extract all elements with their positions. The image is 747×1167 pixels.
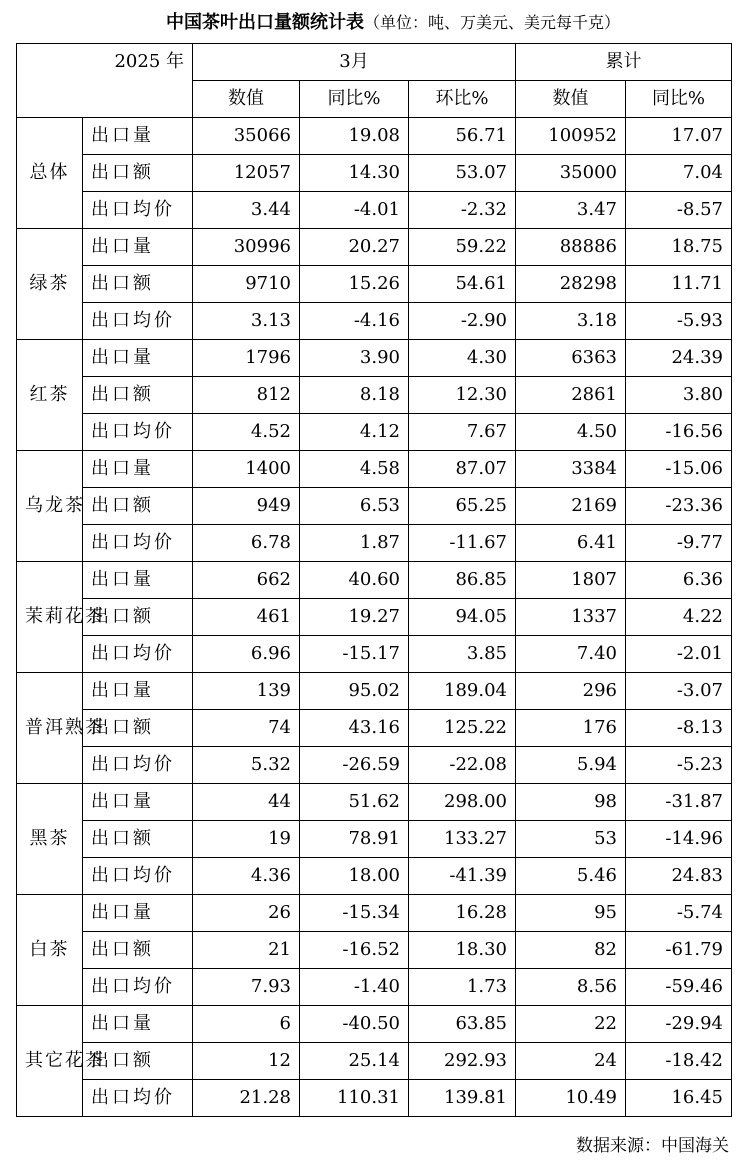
metric-cell: 出口量 bbox=[83, 118, 193, 155]
month-yoy-cell: 1.87 bbox=[300, 525, 409, 562]
month-mom-cell: 59.22 bbox=[409, 229, 516, 266]
month-yoy-cell: 25.14 bbox=[300, 1043, 409, 1080]
cum-yoy-cell: -8.13 bbox=[626, 710, 732, 747]
cum-value-cell: 1337 bbox=[516, 599, 626, 636]
month-yoy-cell: -1.40 bbox=[300, 969, 409, 1006]
month-mom-cell: 292.93 bbox=[409, 1043, 516, 1080]
month-yoy-cell: 19.08 bbox=[300, 118, 409, 155]
month-yoy-cell: 18.00 bbox=[300, 858, 409, 895]
month-value-cell: 5.32 bbox=[193, 747, 300, 784]
month-yoy-cell: -16.52 bbox=[300, 932, 409, 969]
category-cell: 茉莉花茶 bbox=[17, 562, 83, 673]
table-row bbox=[17, 155, 732, 192]
table-row bbox=[17, 414, 732, 451]
month-yoy-cell: -4.01 bbox=[300, 192, 409, 229]
month-yoy-cell: 4.12 bbox=[300, 414, 409, 451]
month-mom-cell: 87.07 bbox=[409, 451, 516, 488]
cum-yoy-cell: -16.56 bbox=[626, 414, 732, 451]
table-row bbox=[17, 266, 732, 303]
month-value-cell: 44 bbox=[193, 784, 300, 821]
cum-yoy-cell: 6.36 bbox=[626, 562, 732, 599]
cum-value-cell: 4.50 bbox=[516, 414, 626, 451]
cum-value-cell: 8.56 bbox=[516, 969, 626, 1006]
month-value-cell: 6.78 bbox=[193, 525, 300, 562]
cum-yoy-cell: -18.42 bbox=[626, 1043, 732, 1080]
column-header-cum-yoy: 同比% bbox=[626, 81, 732, 118]
table-row bbox=[17, 192, 732, 229]
category-cell: 其它花茶 bbox=[17, 1006, 83, 1117]
month-mom-cell: 298.00 bbox=[409, 784, 516, 821]
month-mom-cell: -41.39 bbox=[409, 858, 516, 895]
month-yoy-cell: -15.17 bbox=[300, 636, 409, 673]
cum-yoy-cell: 7.04 bbox=[626, 155, 732, 192]
month-group-header: 3月 bbox=[193, 44, 516, 81]
cum-value-cell: 3.18 bbox=[516, 303, 626, 340]
category-cell: 白茶 bbox=[17, 895, 83, 1006]
cum-value-cell: 2169 bbox=[516, 488, 626, 525]
month-yoy-cell: 95.02 bbox=[300, 673, 409, 710]
month-value-cell: 6.96 bbox=[193, 636, 300, 673]
month-mom-cell: -2.90 bbox=[409, 303, 516, 340]
table-row bbox=[17, 969, 732, 1006]
metric-cell: 出口量 bbox=[83, 784, 193, 821]
cum-value-cell: 6363 bbox=[516, 340, 626, 377]
month-mom-cell: -11.67 bbox=[409, 525, 516, 562]
cum-value-cell: 24 bbox=[516, 1043, 626, 1080]
table-row bbox=[17, 377, 732, 414]
metric-cell: 出口额 bbox=[83, 932, 193, 969]
month-value-cell: 21 bbox=[193, 932, 300, 969]
table-row bbox=[17, 821, 732, 858]
metric-cell: 出口量 bbox=[83, 340, 193, 377]
metric-cell: 出口额 bbox=[83, 1043, 193, 1080]
month-mom-cell: 7.67 bbox=[409, 414, 516, 451]
category-cell: 绿茶 bbox=[17, 229, 83, 340]
month-mom-cell: 4.30 bbox=[409, 340, 516, 377]
metric-cell: 出口量 bbox=[83, 229, 193, 266]
cum-value-cell: 5.46 bbox=[516, 858, 626, 895]
table-title-main: 中国茶叶出口量额统计表 bbox=[166, 12, 364, 33]
table-row bbox=[17, 488, 732, 525]
table-row bbox=[17, 858, 732, 895]
month-value-cell: 4.36 bbox=[193, 858, 300, 895]
month-value-cell: 1796 bbox=[193, 340, 300, 377]
month-yoy-cell: 78.91 bbox=[300, 821, 409, 858]
month-value-cell: 12057 bbox=[193, 155, 300, 192]
table-row bbox=[17, 747, 732, 784]
metric-cell: 出口额 bbox=[83, 377, 193, 414]
table-row bbox=[17, 673, 732, 710]
metric-cell: 出口均价 bbox=[83, 303, 193, 340]
tea-export-table bbox=[16, 43, 732, 1117]
month-yoy-cell: -40.50 bbox=[300, 1006, 409, 1043]
table-title-unit: （单位：吨、万美元、美元每千克） bbox=[364, 13, 621, 32]
month-value-cell: 6 bbox=[193, 1006, 300, 1043]
cum-yoy-cell: -23.36 bbox=[626, 488, 732, 525]
metric-cell: 出口额 bbox=[83, 155, 193, 192]
cumulative-group-header: 累计 bbox=[516, 44, 732, 81]
month-value-cell: 21.28 bbox=[193, 1080, 300, 1117]
metric-cell: 出口均价 bbox=[83, 636, 193, 673]
month-value-cell: 26 bbox=[193, 895, 300, 932]
cum-yoy-cell: -9.77 bbox=[626, 525, 732, 562]
month-mom-cell: 18.30 bbox=[409, 932, 516, 969]
table-row bbox=[17, 451, 732, 488]
cum-value-cell: 2861 bbox=[516, 377, 626, 414]
cum-yoy-cell: -14.96 bbox=[626, 821, 732, 858]
month-value-cell: 1400 bbox=[193, 451, 300, 488]
category-cell: 红茶 bbox=[17, 340, 83, 451]
month-value-cell: 812 bbox=[193, 377, 300, 414]
month-mom-cell: 3.85 bbox=[409, 636, 516, 673]
month-yoy-cell: 43.16 bbox=[300, 710, 409, 747]
cum-value-cell: 98 bbox=[516, 784, 626, 821]
month-yoy-cell: -26.59 bbox=[300, 747, 409, 784]
month-value-cell: 35066 bbox=[193, 118, 300, 155]
table-row bbox=[17, 710, 732, 747]
month-mom-cell: 1.73 bbox=[409, 969, 516, 1006]
month-value-cell: 662 bbox=[193, 562, 300, 599]
month-value-cell: 7.93 bbox=[193, 969, 300, 1006]
cum-value-cell: 7.40 bbox=[516, 636, 626, 673]
month-mom-cell: 16.28 bbox=[409, 895, 516, 932]
table-row bbox=[17, 1006, 732, 1043]
metric-cell: 出口均价 bbox=[83, 969, 193, 1006]
table-row bbox=[17, 340, 732, 377]
cum-yoy-cell: -5.23 bbox=[626, 747, 732, 784]
cum-yoy-cell: -15.06 bbox=[626, 451, 732, 488]
column-header-month-mom: 环比% bbox=[409, 81, 516, 118]
cum-value-cell: 82 bbox=[516, 932, 626, 969]
month-value-cell: 3.44 bbox=[193, 192, 300, 229]
cum-value-cell: 28298 bbox=[516, 266, 626, 303]
month-mom-cell: 133.27 bbox=[409, 821, 516, 858]
column-header-month-yoy: 同比% bbox=[300, 81, 409, 118]
month-value-cell: 12 bbox=[193, 1043, 300, 1080]
cum-yoy-cell: 18.75 bbox=[626, 229, 732, 266]
month-value-cell: 461 bbox=[193, 599, 300, 636]
metric-cell: 出口均价 bbox=[83, 1080, 193, 1117]
month-yoy-cell: 6.53 bbox=[300, 488, 409, 525]
cum-value-cell: 3.47 bbox=[516, 192, 626, 229]
month-value-cell: 949 bbox=[193, 488, 300, 525]
metric-cell: 出口额 bbox=[83, 821, 193, 858]
month-yoy-cell: -15.34 bbox=[300, 895, 409, 932]
month-yoy-cell: 8.18 bbox=[300, 377, 409, 414]
table-row bbox=[17, 932, 732, 969]
category-cell: 乌龙茶 bbox=[17, 451, 83, 562]
cum-yoy-cell: -29.94 bbox=[626, 1006, 732, 1043]
category-cell: 总体 bbox=[17, 118, 83, 229]
table-row bbox=[17, 636, 732, 673]
column-header-month-value: 数值 bbox=[193, 81, 300, 118]
cum-yoy-cell: -5.93 bbox=[626, 303, 732, 340]
metric-cell: 出口额 bbox=[83, 599, 193, 636]
cum-value-cell: 53 bbox=[516, 821, 626, 858]
month-value-cell: 74 bbox=[193, 710, 300, 747]
data-source: 数据来源：中国海关 bbox=[576, 1136, 729, 1156]
metric-cell: 出口量 bbox=[83, 673, 193, 710]
cum-value-cell: 6.41 bbox=[516, 525, 626, 562]
month-mom-cell: 54.61 bbox=[409, 266, 516, 303]
metric-cell: 出口量 bbox=[83, 1006, 193, 1043]
month-yoy-cell: 40.60 bbox=[300, 562, 409, 599]
metric-cell: 出口额 bbox=[83, 710, 193, 747]
cum-yoy-cell: 17.07 bbox=[626, 118, 732, 155]
table-title bbox=[16, 9, 731, 37]
month-yoy-cell: 19.27 bbox=[300, 599, 409, 636]
cum-yoy-cell: -59.46 bbox=[626, 969, 732, 1006]
cum-value-cell: 22 bbox=[516, 1006, 626, 1043]
table-row bbox=[17, 229, 732, 266]
month-value-cell: 9710 bbox=[193, 266, 300, 303]
metric-cell: 出口量 bbox=[83, 895, 193, 932]
month-mom-cell: -22.08 bbox=[409, 747, 516, 784]
month-yoy-cell: 3.90 bbox=[300, 340, 409, 377]
cum-yoy-cell: 24.39 bbox=[626, 340, 732, 377]
month-yoy-cell: 14.30 bbox=[300, 155, 409, 192]
month-yoy-cell: 4.58 bbox=[300, 451, 409, 488]
month-mom-cell: 139.81 bbox=[409, 1080, 516, 1117]
month-mom-cell: 125.22 bbox=[409, 710, 516, 747]
metric-cell: 出口均价 bbox=[83, 525, 193, 562]
table-row bbox=[17, 599, 732, 636]
cum-value-cell: 88886 bbox=[516, 229, 626, 266]
metric-cell: 出口均价 bbox=[83, 414, 193, 451]
month-mom-cell: 56.71 bbox=[409, 118, 516, 155]
cum-value-cell: 1807 bbox=[516, 562, 626, 599]
month-mom-cell: 12.30 bbox=[409, 377, 516, 414]
metric-cell: 出口额 bbox=[83, 266, 193, 303]
cum-yoy-cell: -31.87 bbox=[626, 784, 732, 821]
cum-value-cell: 5.94 bbox=[516, 747, 626, 784]
cum-yoy-cell: -8.57 bbox=[626, 192, 732, 229]
month-mom-cell: 63.85 bbox=[409, 1006, 516, 1043]
month-yoy-cell: 15.26 bbox=[300, 266, 409, 303]
table-row bbox=[17, 784, 732, 821]
category-cell: 普洱熟茶 bbox=[17, 673, 83, 784]
month-value-cell: 30996 bbox=[193, 229, 300, 266]
cum-yoy-cell: -61.79 bbox=[626, 932, 732, 969]
cum-value-cell: 176 bbox=[516, 710, 626, 747]
month-yoy-cell: 51.62 bbox=[300, 784, 409, 821]
month-yoy-cell: 20.27 bbox=[300, 229, 409, 266]
column-header-cum-value: 数值 bbox=[516, 81, 626, 118]
table-row bbox=[17, 525, 732, 562]
month-value-cell: 19 bbox=[193, 821, 300, 858]
metric-cell: 出口均价 bbox=[83, 192, 193, 229]
metric-cell: 出口均价 bbox=[83, 858, 193, 895]
month-mom-cell: 53.07 bbox=[409, 155, 516, 192]
cum-value-cell: 10.49 bbox=[516, 1080, 626, 1117]
metric-cell: 出口量 bbox=[83, 562, 193, 599]
cum-value-cell: 95 bbox=[516, 895, 626, 932]
table-row bbox=[17, 562, 732, 599]
month-yoy-cell: 110.31 bbox=[300, 1080, 409, 1117]
cum-value-cell: 35000 bbox=[516, 155, 626, 192]
cum-yoy-cell: -3.07 bbox=[626, 673, 732, 710]
category-cell: 黑茶 bbox=[17, 784, 83, 895]
cum-value-cell: 3384 bbox=[516, 451, 626, 488]
cum-value-cell: 296 bbox=[516, 673, 626, 710]
month-value-cell: 139 bbox=[193, 673, 300, 710]
cum-yoy-cell: -2.01 bbox=[626, 636, 732, 673]
month-mom-cell: 86.85 bbox=[409, 562, 516, 599]
table-body bbox=[17, 44, 732, 1117]
month-value-cell: 4.52 bbox=[193, 414, 300, 451]
cum-yoy-cell: -5.74 bbox=[626, 895, 732, 932]
metric-cell: 出口额 bbox=[83, 488, 193, 525]
header-row-groups bbox=[17, 44, 732, 81]
table-row bbox=[17, 118, 732, 155]
table-row bbox=[17, 303, 732, 340]
year-header: 2025 年 bbox=[17, 44, 193, 118]
metric-cell: 出口均价 bbox=[83, 747, 193, 784]
table-row bbox=[17, 1043, 732, 1080]
month-mom-cell: -2.32 bbox=[409, 192, 516, 229]
month-mom-cell: 189.04 bbox=[409, 673, 516, 710]
cum-yoy-cell: 16.45 bbox=[626, 1080, 732, 1117]
month-value-cell: 3.13 bbox=[193, 303, 300, 340]
month-yoy-cell: -4.16 bbox=[300, 303, 409, 340]
cum-yoy-cell: 24.83 bbox=[626, 858, 732, 895]
metric-cell: 出口量 bbox=[83, 451, 193, 488]
cum-value-cell: 100952 bbox=[516, 118, 626, 155]
month-mom-cell: 94.05 bbox=[409, 599, 516, 636]
cum-yoy-cell: 3.80 bbox=[626, 377, 732, 414]
cum-yoy-cell: 11.71 bbox=[626, 266, 732, 303]
month-mom-cell: 65.25 bbox=[409, 488, 516, 525]
table-row bbox=[17, 895, 732, 932]
table-row bbox=[17, 1080, 732, 1117]
cum-yoy-cell: 4.22 bbox=[626, 599, 732, 636]
